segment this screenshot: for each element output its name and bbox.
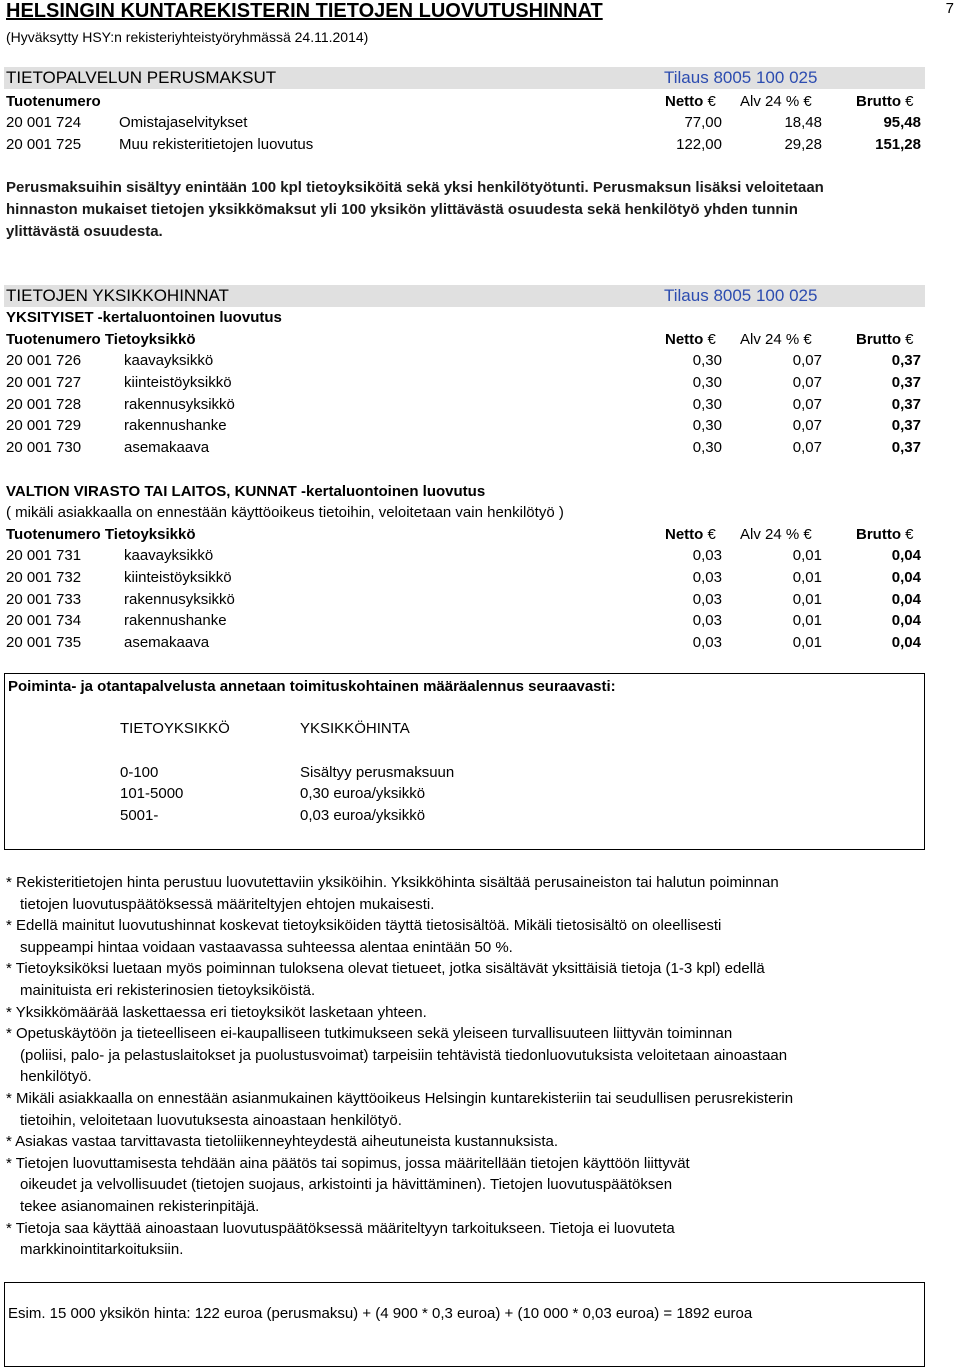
product-code: 20 001 734 (6, 612, 82, 630)
euro-icon: € (707, 526, 716, 543)
unit-name: rakennushanke (124, 417, 227, 435)
product-code: 20 001 726 (6, 352, 82, 369)
footnote-line: markkinointitarkoituksiin. (20, 1241, 184, 1259)
footnote-line: tietoihin, veloitetaan luovutuksesta ainoastaan henkilötyö. (20, 1111, 402, 1129)
basic-col-product: Tuotenumero (6, 93, 101, 110)
basic-fee-note (6, 177, 924, 243)
product-code: 20 001 725 (6, 136, 82, 153)
footnotes (6, 872, 924, 1261)
brutto-value: 0,37 (891, 373, 921, 391)
example-text: Esim. 15 000 yksikön hinta: 122 euroa (perusmaksu) + (4 900 * 0,3 euroa) + (10 000 * 0,03 euroa) = 1892 euroa (8, 1305, 753, 1322)
footnote-line: * Rekisteritietojen hinta perustuu luovutettaviin yksiköihin. Yksikköhinta sisältää perusaineiston tai halutun poiminnan (6, 874, 779, 891)
netto-value: 0,03 (692, 568, 722, 586)
brutto-value: 0,37 (891, 417, 921, 435)
product-code: 20 001 729 (6, 417, 82, 435)
product-code: 20 001 728 (6, 395, 82, 413)
gov-col-netto: Netto € (665, 526, 716, 543)
footnote-item (6, 1131, 924, 1153)
brutto-value: 0,04 (891, 612, 921, 630)
private-col-brutto: Brutto € (856, 331, 914, 348)
netto-value: 0,30 (692, 395, 722, 413)
footnote-item (6, 1088, 924, 1131)
netto-value: 0,30 (692, 352, 722, 369)
product-name: Muu rekisteritietojen luovutus (119, 136, 314, 153)
footnote-line: * Mikäli asiakkaalla on ennestään asianmukainen käyttöoikeus Helsingin kuntarekisteriin tai seudullisen perusrekisterin (6, 1089, 794, 1107)
discount-title: Poiminta- ja otantapalvelusta annetaan toimituskohtainen määräalennus seuraavasti: (8, 678, 616, 695)
brutto-value: 0,04 (891, 590, 921, 608)
brutto-value: 0,04 (891, 568, 921, 586)
footnote-line: mainituista eri rekisterinosien tietoyksiköistä. (20, 981, 316, 999)
netto-value: 0,30 (692, 373, 722, 391)
private-subsection-title: YKSITYISET -kertaluontoinen luovutus (6, 309, 282, 326)
unit-name: asemakaava (124, 439, 210, 457)
footnote-line: * Tietoja saa käyttää ainoastaan luovutuspäätöksessä määriteltyyn tarkoitukseen. Tietoja ei luovuteta (6, 1219, 675, 1237)
alv-value: 0,01 (792, 612, 822, 630)
product-name: Omistajaselvitykset (119, 114, 248, 131)
footnote-line: suppeampi hintaa voidaan vastaavassa suhteessa alentaa enintään 50 %. (20, 938, 513, 956)
product-code: 20 001 733 (6, 590, 82, 608)
discount-range: 101-5000 (120, 785, 184, 802)
unit-name: rakennusyksikkö (124, 590, 235, 608)
private-col-netto: Netto € (665, 331, 716, 348)
alv-value: 18,48 (784, 114, 822, 131)
netto-value: 0,03 (692, 634, 722, 652)
footnote-line: tekee asianomainen rekisterinpitäjä. (20, 1197, 260, 1215)
unit-name: kaavayksikkö (124, 547, 214, 564)
alv-value: 0,01 (792, 634, 822, 652)
alv-value: 0,07 (792, 439, 822, 457)
netto-value: 0,03 (692, 612, 722, 630)
footnote-item (6, 872, 924, 915)
footnote-item (6, 958, 924, 1001)
basic-col-alv: Alv 24 % € (740, 93, 812, 110)
footnote-line: * Yksikkömäärää laskettaessa eri tietoyksiköt lasketaan yhteen. (6, 1003, 427, 1021)
alv-value: 0,01 (792, 547, 822, 564)
footnote-line: tietojen luovutuspäätöksessä määriteltyjen ehtojen mukaisesti. (20, 895, 435, 913)
unit-section-title: TIETOJEN YKSIKKOHINNAT (6, 286, 229, 305)
euro-icon: € (803, 93, 812, 110)
footnote-item (6, 1218, 924, 1261)
netto-value: 0,03 (692, 590, 722, 608)
footnote-line: (poliisi, palo- ja pelastuslaitokset ja puolustusvoimat) tarpeisiin tehtävistä tiedonluovutuksista veloitetaan ainoastaan (20, 1046, 788, 1064)
discount-range: 5001- (120, 807, 159, 824)
private-col-product: Tuotenumero Tietoyksikkö (6, 331, 196, 348)
product-code: 20 001 730 (6, 439, 82, 457)
alv-value: 0,07 (792, 373, 822, 391)
basic-note-line-1: Perusmaksuihin sisältyy enintään 100 kpl tietoyksiköitä sekä yksi henkilötyötunti. Perusmaksun lisäksi veloitetaan (6, 179, 824, 196)
page-title: HELSINGIN KUNTAREKISTERIN TIETOJEN LUOVUTUSHINNAT (6, 0, 603, 22)
netto-value: 77,00 (684, 114, 722, 131)
footnote-line: oikeudet ja velvollisuudet (tietojen suojaus, arkistointi ja hävittäminen). Tietojen luovutuspäätöksen (20, 1176, 673, 1194)
footnote-line: henkilötyö. (20, 1068, 92, 1086)
footnote-item (6, 1002, 924, 1024)
basic-col-brutto: Brutto € (856, 93, 914, 110)
euro-icon: € (905, 93, 914, 110)
euro-icon: € (803, 331, 812, 348)
gov-col-product: Tuotenumero Tietoyksikkö (6, 526, 196, 543)
basic-note-line-3: ylittävästä osuudesta. (6, 223, 163, 240)
unit-name: rakennushanke (124, 612, 227, 630)
unit-order-number: Tilaus 8005 100 025 (664, 286, 818, 305)
alv-value: 0,07 (792, 417, 822, 435)
euro-icon: € (905, 331, 914, 348)
brutto-value: 95,48 (883, 114, 921, 131)
euro-icon: € (905, 526, 914, 543)
footnote-item (6, 1153, 924, 1218)
footnote-item (6, 915, 924, 958)
basic-col-netto: Netto € (665, 93, 716, 110)
basic-note-line-2: hinnaston mukaiset tietojen yksikkömaksut yli 100 yksikön ylittävästä osuudesta sekä henkilötyö yhden tunnin (6, 201, 798, 218)
page-number: 7 (945, 0, 954, 17)
alv-value: 0,07 (792, 352, 822, 369)
brutto-value: 0,04 (891, 634, 921, 652)
unit-name: kiinteistöyksikkö (124, 568, 232, 586)
product-code: 20 001 727 (6, 373, 82, 391)
alv-value: 0,01 (792, 590, 822, 608)
gov-col-brutto: Brutto € (856, 526, 914, 543)
basic-order-number: Tilaus 8005 100 025 (664, 68, 818, 87)
unit-name: rakennusyksikkö (124, 395, 235, 413)
discount-price: Sisältyy perusmaksuun (300, 764, 455, 781)
footnote-item (6, 1023, 924, 1088)
netto-value: 0,30 (692, 439, 722, 457)
product-code: 20 001 731 (6, 547, 82, 564)
example-box (4, 1282, 925, 1367)
footnote-line: * Edellä mainitut luovutushinnat koskevat tietoyksiköiden täyttä tietosisältöä. Mikäli tietosisältö on oleellisesti (6, 917, 722, 935)
alv-value: 0,01 (792, 568, 822, 586)
brutto-value: 0,37 (891, 352, 921, 369)
private-col-alv: Alv 24 % € (740, 331, 812, 348)
discount-range: 0-100 (120, 764, 159, 781)
euro-icon: € (707, 331, 716, 348)
page-subtitle: (Hyväksytty HSY:n rekisteriyhteistyöryhmässä 24.11.2014) (6, 29, 369, 45)
unit-name: asemakaava (124, 634, 210, 652)
euro-icon: € (803, 526, 812, 543)
discount-price: 0,03 euroa/yksikkö (300, 807, 426, 824)
footnote-line: * Tietojen luovuttamisesta tehdään aina päätös tai sopimus, jossa määritellään tietojen käyttöön liittyvät (6, 1154, 690, 1172)
discount-col-price: YKSIKKÖHINTA (300, 720, 410, 737)
discount-price: 0,30 euroa/yksikkö (300, 785, 426, 802)
product-code: 20 001 732 (6, 568, 82, 586)
alv-value: 29,28 (784, 136, 822, 153)
brutto-value: 0,04 (891, 547, 921, 564)
euro-icon: € (707, 93, 716, 110)
gov-subsection-title: VALTION VIRASTO TAI LAITOS, KUNNAT -kertaluontoinen luovutus (6, 483, 486, 500)
footnote-line: * Opetuskäytöön ja tieteelliseen ei-kaupalliseen tutkimukseen sekä yleiseen turvallisuuteen liittyvän toiminnan (6, 1025, 733, 1043)
gov-subsection-subtitle: ( mikäli asiakkaalla on ennestään käyttöoikeus tietoihin, veloitetaan vain henkilötyö ) (6, 504, 564, 521)
basic-section-title: TIETOPALVELUN PERUSMAKSUT (6, 68, 277, 87)
gov-col-alv: Alv 24 % € (740, 526, 812, 543)
netto-value: 0,03 (692, 547, 722, 564)
footnote-line: * Asiakas vastaa tarvittavasta tietoliikenneyhteydestä aiheutuneista kustannuksista. (6, 1133, 558, 1151)
footnote-line: * Tietoyksiköksi luetaan myös poiminnan tuloksena olevat tietueet, jotka sisältävät yksittäisiä tietoja (1-3 kpl) edellä (6, 960, 765, 978)
product-code: 20 001 735 (6, 634, 82, 652)
unit-name: kiinteistöyksikkö (124, 373, 232, 391)
brutto-value: 151,28 (875, 136, 921, 153)
netto-value: 122,00 (676, 136, 722, 153)
alv-value: 0,07 (792, 395, 822, 413)
brutto-value: 0,37 (891, 439, 921, 457)
brutto-value: 0,37 (891, 395, 921, 413)
netto-value: 0,30 (692, 417, 722, 435)
unit-name: kaavayksikkö (124, 352, 214, 369)
product-code: 20 001 724 (6, 114, 82, 131)
discount-col-unit: TIETOYKSIKKÖ (120, 720, 230, 737)
